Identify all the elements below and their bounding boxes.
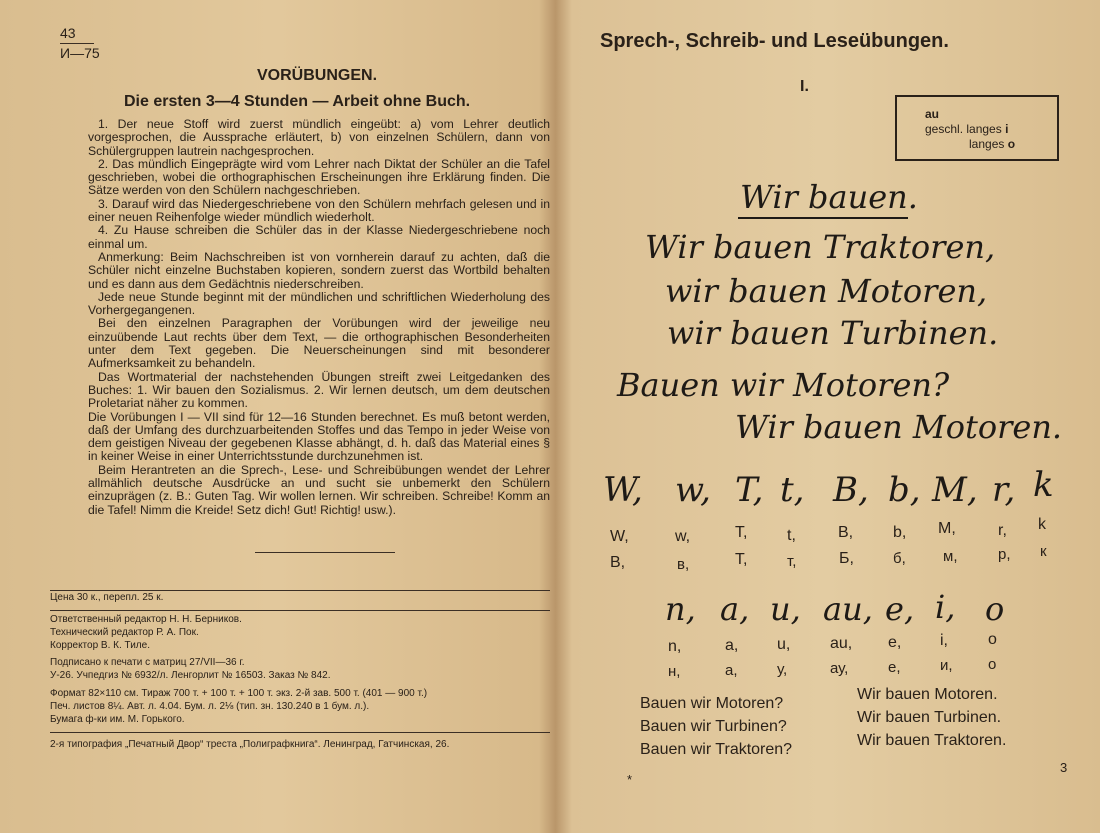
latin-letter: b, (893, 524, 907, 541)
cyrillic-letter: Б, (839, 550, 854, 567)
script-letter: T, (735, 470, 764, 510)
latin-letter: n, (668, 638, 682, 655)
question-sentence: Bauen wir Turbinen? (640, 718, 787, 735)
latin-letter: i, (940, 632, 948, 649)
script-letter: u, (770, 590, 801, 628)
script-letter: e, (885, 590, 915, 628)
handwriting-line: wir bauen Turbinen. (667, 314, 999, 352)
sound-box (895, 95, 1059, 161)
section-heading: VORÜBUNGEN. (257, 67, 378, 84)
paragraph: Die Vorübungen I — VII sind für 12—16 Stunden berechnet. Es muß betont werden, daß der Umfang des durchzuarbeitenden Stoffes und das Tempo in jeder Weise von dem geistigen Niveau der gegebenen Klasse abhängt, d. h. daß das Material eines § in keiner Weise in einer Unterrichtsstunde durchzunehmen ist. (88, 409, 550, 464)
answer-sentence: Wir bauen Turbinen. (857, 709, 1002, 726)
corrector-line: Корректор В. К. Тиле. (50, 640, 150, 651)
latin-letter: k (1038, 516, 1046, 533)
script-letter: au, (823, 590, 873, 628)
script-letter: w, (675, 470, 711, 510)
script-letter: a, (720, 590, 750, 628)
script-letter: n, (665, 590, 696, 628)
latin-letter: u, (777, 636, 791, 653)
paragraph: Das Wortmaterial der nachstehenden Übungen streift zwei Leitgedanken des Buches: 1. Wir bauen den Sozialismus. 2. Wir lernen deutsch, um dem deutschen Proletariat näher zu kommen. (88, 369, 550, 411)
question-sentence: Bauen wir Motoren? (640, 695, 784, 712)
sheets-line: Печ. листов 8¼. Авт. л. 4.04. Бум. л. 2⅛ (тип. зн. 130.240 в 1 бум. л.). (50, 701, 370, 712)
latin-letter: B, (838, 524, 854, 541)
answer-sentence: Wir bauen Motoren. (857, 686, 998, 703)
paragraph: Beim Herantreten an die Sprech-, Lese- und Schreibübungen wendet der Lehrer allmählich deutsche Ausdrücke an und sucht sie unbemerkt den Schülern einzuprägen (z. B.: Guten Tag. Wir wollen lernen. Wir schreiben. Schreibe! Komm an die Tafel! Nimm die Kreide! Setz dich! Gut! Richtig! usw.). (88, 462, 550, 517)
latin-letter: t, (787, 527, 796, 544)
cyrillic-letter: б, (893, 550, 906, 567)
cyrillic-letter: В, (610, 554, 626, 571)
latin-letter: a, (725, 637, 739, 654)
cyrillic-letter: к (1040, 543, 1047, 560)
right-page (555, 0, 1100, 833)
price-line: Цена 30 к., перепл. 25 к. (50, 592, 164, 603)
cyrillic-letter: о (988, 656, 997, 673)
paragraph: Bei den einzelnen Paragraphen der Vorübungen wird der jeweilige neu einzuübende Laut rechts über dem Text, — die orthographischen Besonderheiten unter dem Text gegeben. Die Neuerscheinungen sind mit besonderer Aufmerksamkeit zu behandeln. (88, 316, 550, 371)
latin-letter: W, (610, 528, 629, 545)
codes-line: У-26. Учпедгиз № 6932/л. Ленгорлит № 16503. Заказ № 842. (50, 670, 331, 681)
paragraph: Jede neue Stunde beginnt mit der mündlichen und schriftlichen Wiederholung des Vorhergegangenen. (88, 289, 550, 318)
handwriting-line: Wir bauen Motoren. (735, 408, 1063, 446)
cyrillic-letter: ау, (830, 660, 849, 677)
sound-o: langes o (969, 137, 1016, 151)
cyrillic-letter: н, (668, 663, 681, 680)
latin-letter: T, (735, 524, 748, 541)
script-letter: k (1033, 465, 1054, 505)
cyrillic-letter: р, (998, 546, 1011, 563)
latin-letter: w, (675, 528, 691, 545)
printer-line: 2-я типография „Печатный Двор“ треста „Полиграфкнига“. Ленинград, Гатчинская, 26. (50, 739, 450, 750)
latin-letter: M, (938, 520, 956, 537)
cyrillic-letter: и, (940, 657, 953, 674)
cyrillic-letter: м, (943, 548, 958, 565)
signed-line: Подписано к печати с матриц 27/VII—36 г. (50, 657, 245, 668)
handwriting-line: Wir bauen Traktoren, (645, 228, 996, 266)
section-subheading: Die ersten 3—4 Stunden — Arbeit ohne Buch. (124, 93, 471, 110)
latin-letter: au, (830, 635, 853, 652)
script-letter: M, (932, 470, 978, 510)
page-number: 43 (60, 25, 76, 41)
handwriting-line: Wir bauen. (740, 178, 918, 216)
paragraph: Anmerkung: Beim Nachschreiben ist von vornherein darauf zu achten, daß die Schüler nicht einzelne Buchstaben kopieren, sondern zuerst das Wortbild behalten und es dann aus dem Gedächtnis niederschreiben. (88, 249, 550, 291)
paragraph: 3. Darauf wird das Niedergeschriebene von den Schülern mehrfach gelesen und in einer neuen Reihenfolge wieder mündlich wiederholt. (88, 196, 550, 225)
sound-i: geschl. langes i (925, 122, 1009, 136)
script-letter: W, (603, 470, 643, 510)
sound-au: au (925, 107, 940, 121)
cyrillic-letter: т, (787, 553, 797, 570)
editor-line: Ответственный редактор Н. Н. Берников. (50, 614, 242, 625)
answer-sentence: Wir bauen Traktoren. (857, 732, 1007, 749)
script-letter: i, (935, 588, 956, 626)
cyrillic-letter: а, (725, 662, 738, 679)
cyrillic-letter: в, (677, 556, 690, 573)
handwriting-line: Bauen wir Motoren? (617, 366, 950, 404)
signature-mark: И—75 (60, 45, 100, 61)
page-number: 3 (1060, 760, 1068, 775)
paragraph: 2. Das mündlich Eingeprägte wird vom Lehrer nach Diktat der Schüler an die Tafel geschrieben, wobei die orthographischen Erscheinungen ihre Erklärung finden. Die Sätze werden von den Schülern nachgeschrieben. (88, 156, 550, 198)
instructions-text (88, 118, 550, 517)
handwriting-line: wir bauen Motoren, (665, 272, 988, 310)
script-letter: t, (780, 470, 805, 510)
paper-line: Бумага ф-ки им. М. Горького. (50, 714, 185, 725)
script-letter: B, (833, 470, 869, 510)
latin-letter: e, (888, 634, 902, 651)
latin-letter: r, (998, 522, 1007, 539)
paragraph: 4. Zu Hause schreiben die Schüler das in der Klasse Niedergeschriebene noch einmal um. (88, 223, 550, 251)
question-sentence: Bauen wir Traktoren? (640, 741, 793, 758)
tech-editor-line: Технический редактор Р. А. Пок. (50, 627, 199, 638)
script-letter: o (985, 590, 1005, 628)
paragraph: 1. Der neue Stoff wird zuerst mündlich eingeübt: a) vom Lehrer deutlich vorgesprochen, die Aussprache erläutert, b) von einzelnen Schülern, dann von Schülergruppen lautrein nachgesprochen. (88, 117, 550, 158)
script-letter: b, (888, 470, 921, 510)
section-number: I. (800, 78, 809, 95)
footnote-mark: * (627, 772, 633, 787)
lesson-title: Sprech-, Schreib- und Leseübungen. (600, 30, 949, 52)
cyrillic-letter: у, (777, 661, 788, 678)
format-line: Формат 82×110 см. Тираж 700 т. + 100 т. + 100 т. экз. 2-й зав. 500 т. (401 — 900 т.) (50, 688, 428, 699)
cyrillic-letter: е, (888, 659, 901, 676)
cyrillic-letter: Т, (735, 551, 748, 568)
latin-letter: o (988, 631, 997, 648)
script-letter: r, (992, 470, 1016, 510)
